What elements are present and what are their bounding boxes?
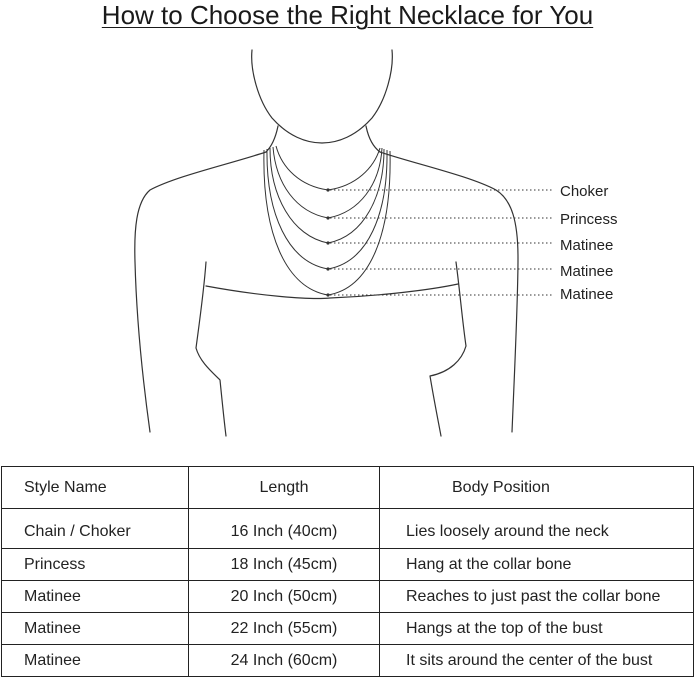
header-length: Length [189,467,380,509]
table-row [2,645,694,677]
neck-right [366,126,380,152]
necklaces [264,146,390,295]
left-torso-side [196,262,226,436]
table-row [2,509,694,549]
page-title: How to Choose the Right Necklace for You [101,0,594,30]
cell-position: Reaches to just past the collar bone [380,581,694,613]
table-row [2,549,694,581]
table-row [2,581,694,613]
cell-position: Hang at the collar bone [380,549,694,581]
cell-style: Princess [2,549,189,581]
header-body-position: Body Position [380,467,694,509]
cell-length: 18 Inch (45cm) [189,549,380,581]
necklace-princess [273,147,382,218]
cell-position: Hangs at the top of the bust [380,613,694,645]
cell-length: 22 Inch (55cm) [189,613,380,645]
leader-lines [330,190,554,295]
cell-length: 20 Inch (50cm) [189,581,380,613]
label-matinee-1: Matinee [560,237,614,254]
face-outline [252,50,393,143]
cell-style: Matinee [2,645,189,677]
cell-style: Chain / Choker [2,509,189,549]
table-row [2,613,694,645]
header-style-name: Style Name [2,467,189,509]
cell-position: Lies loosely around the neck [380,509,694,549]
right-shoulder [380,152,518,432]
necklace-matinee-1 [270,148,384,243]
label-matinee-2: Matinee [560,263,614,280]
cell-position: It sits around the center of the bust [380,645,694,677]
cell-style: Matinee [2,581,189,613]
necklace-matinee-3 [264,150,390,295]
table-header-row [2,467,694,509]
cell-length: 16 Inch (40cm) [189,509,380,549]
label-princess: Princess [560,211,618,228]
necklace-size-table [1,466,694,677]
label-choker: Choker [560,183,609,200]
pendant-dots [326,188,329,296]
label-matinee-3: Matinee [560,286,614,303]
cell-style: Matinee [2,613,189,645]
bust-line [206,284,458,299]
cell-length: 24 Inch (60cm) [189,645,380,677]
necklace-choker [276,146,380,190]
